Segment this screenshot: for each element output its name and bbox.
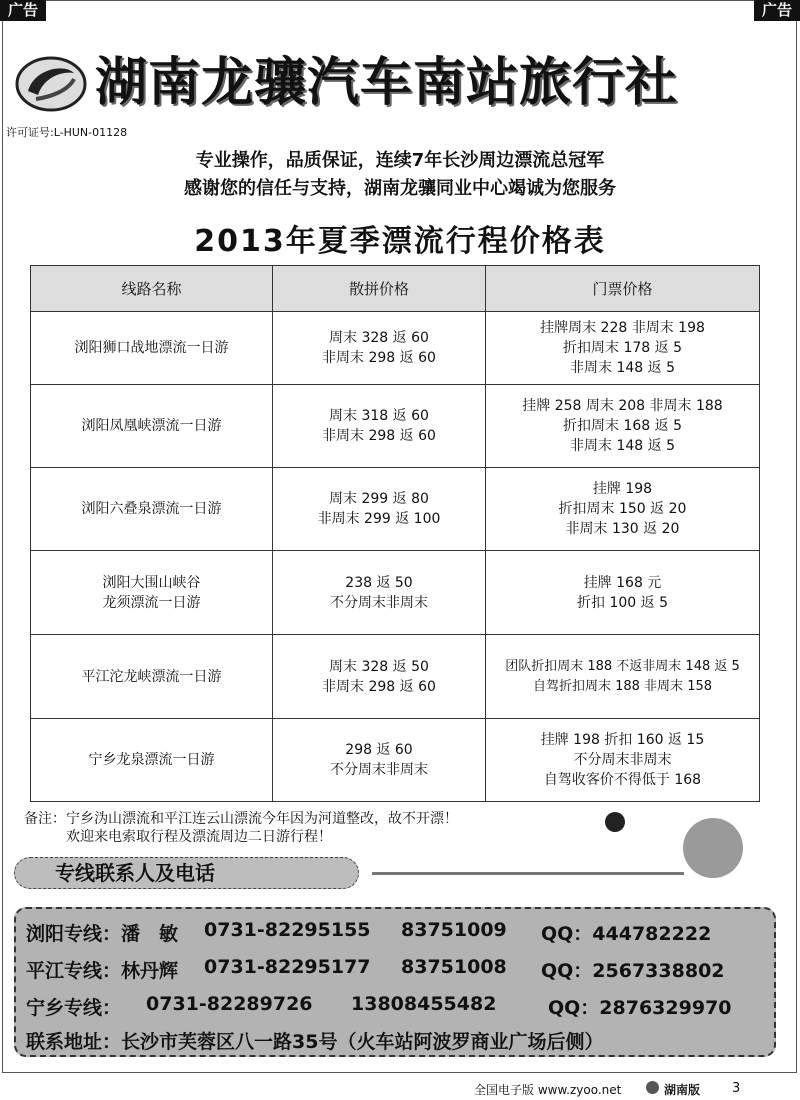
ticket-price-cell (486, 635, 760, 719)
price-line: 不分周末非周末 (330, 762, 428, 778)
price-line: 非周末 298 返 60 (322, 428, 436, 444)
route-cell (31, 312, 273, 385)
price-line: 非周末 299 返 100 (317, 511, 441, 527)
contacts-box (14, 907, 776, 1057)
header-route: 线路名称 (31, 266, 273, 312)
ticket-line: 挂牌 198 (592, 481, 653, 497)
ticket-line: 自驾折扣周末 188 非周末 158 (532, 678, 713, 694)
footer (0, 1081, 800, 1097)
company-logo-icon (14, 55, 88, 113)
header-ticket-price: 门票价格 (486, 266, 760, 312)
ticket-price-cell (486, 719, 760, 802)
license-number: 许可证号:L-HUN-01128 (6, 126, 128, 139)
ticket-line: 不分周末非周末 (573, 752, 672, 768)
route-line: 浏阳六叠泉漂流一日游 (81, 501, 222, 517)
contact-qq: QQ：2567338802 (541, 960, 725, 982)
ticket-line: 挂牌 258 周末 208 非周末 188 (522, 398, 723, 414)
route-line: 龙须漂流一日游 (102, 594, 201, 611)
price-line: 非周末 298 返 60 (322, 350, 436, 366)
contact-qq: QQ：2876329970 (548, 997, 732, 1019)
slogan-line-1: 专业操作，品质保证，连续7年长沙周边漂流总冠军 (195, 150, 605, 171)
table-row (31, 468, 760, 551)
contact-phone: 0731-82295155 (204, 919, 371, 941)
route-cell (31, 635, 273, 719)
contacts-heading: 专线联系人及电话 (14, 857, 359, 889)
table-row (31, 312, 760, 385)
contact-qq: QQ：444782222 (541, 923, 712, 945)
company-name: 湖南龙骧汽车南站旅行社 (95, 53, 679, 113)
group-price-cell (273, 635, 486, 719)
ticket-line: 非周末 148 返 5 (570, 360, 675, 376)
ticket-price-cell (486, 468, 760, 551)
contact-label: 平江专线：林丹辉 (26, 960, 179, 982)
table-row (31, 635, 760, 719)
ticket-line: 折扣周末 168 返 5 (563, 418, 682, 434)
contact-phone: 0731-82289726 (146, 993, 313, 1015)
ad-label-right: 广告 (754, 0, 800, 21)
ticket-line: 挂牌 198 折扣 160 返 15 (540, 732, 705, 748)
route-cell (31, 468, 273, 551)
group-price-cell (273, 719, 486, 802)
group-price-cell (273, 385, 486, 468)
price-line: 298 返 60 (345, 742, 413, 758)
contact-label: 宁乡专线： (26, 997, 122, 1019)
contact-mobile: 13808455482 (351, 993, 497, 1015)
price-line: 周末 328 返 60 (329, 330, 429, 346)
ticket-line: 团队折扣周末 188 不返非周末 148 返 5 (505, 658, 740, 674)
price-table (30, 265, 760, 802)
route-line: 平江沱龙峡漂流一日游 (81, 668, 222, 685)
remark-label: 备注： (24, 811, 66, 827)
remark (24, 810, 458, 846)
table-row (31, 385, 760, 468)
ticket-line: 非周末 130 返 20 (565, 521, 680, 537)
price-line: 周末 328 返 50 (329, 658, 429, 675)
route-line: 浏阳狮口战地漂流一日游 (74, 340, 229, 356)
group-price-cell (273, 468, 486, 551)
contact-phone: 0731-82295177 (204, 956, 371, 978)
remark-line-2: 欢迎来电索取行程及漂流周边二日游行程！ (66, 829, 332, 845)
route-line: 浏阳大围山峡谷 (102, 574, 201, 591)
route-cell (31, 719, 273, 802)
ticket-price-cell (486, 312, 760, 385)
ticket-line: 折扣周末 150 返 20 (558, 501, 687, 517)
page-number: 3 (732, 1081, 741, 1096)
footer-edition: 湖南版 (664, 1083, 701, 1097)
ticket-line: 非周末 148 返 5 (570, 438, 675, 454)
route-line: 浏阳凤凰峡漂流一日游 (81, 418, 222, 434)
ticket-line: 折扣 100 返 5 (577, 594, 668, 611)
ticket-line: 折扣周末 178 返 5 (563, 340, 682, 356)
route-line: 宁乡龙泉漂流一日游 (88, 752, 215, 768)
ad-label-left: 广告 (0, 0, 46, 21)
contact-mobile: 83751009 (401, 919, 507, 941)
ticket-line: 自驾收客价不得低于 168 (543, 772, 702, 788)
decorative-dot-small (605, 812, 625, 832)
price-line: 周末 318 返 60 (329, 408, 429, 424)
price-line: 周末 299 返 80 (329, 491, 429, 507)
ticket-line: 挂牌 168 元 (583, 574, 662, 591)
ticket-price-cell (486, 551, 760, 635)
ticket-price-cell (486, 385, 760, 468)
contacts-divider (372, 872, 684, 875)
table-row (31, 551, 760, 635)
footer-site: 全国电子版 www.zyoo.net (474, 1083, 622, 1097)
table-header-row (31, 266, 760, 312)
price-line: 238 返 50 (345, 574, 413, 591)
slogan-line-2: 感谢您的信任与支持，湖南龙骧同业中心竭诚为您服务 (184, 178, 616, 199)
contact-label: 浏阳专线：潘 敏 (26, 923, 179, 945)
price-line: 不分周末非周末 (330, 594, 428, 611)
price-line: 非周末 298 返 60 (322, 678, 436, 695)
footer-emblem-icon (646, 1081, 659, 1094)
ticket-line: 挂牌周末 228 非周末 198 (540, 320, 705, 336)
contact-address: 联系地址：长沙市芙蓉区八一路35号（火车站阿波罗商业广场后侧） (26, 1031, 604, 1053)
table-row (31, 719, 760, 802)
header-group-price: 散拼价格 (273, 266, 486, 312)
contact-mobile: 83751008 (401, 956, 507, 978)
price-list-title: 2013年夏季漂流行程价格表 (194, 224, 606, 259)
route-cell (31, 551, 273, 635)
decorative-dot-large (683, 818, 743, 878)
group-price-cell (273, 312, 486, 385)
group-price-cell (273, 551, 486, 635)
route-cell (31, 385, 273, 468)
remark-line-1: 宁乡沩山漂流和平江连云山漂流今年因为河道整改，故不开漂！ (66, 811, 458, 827)
